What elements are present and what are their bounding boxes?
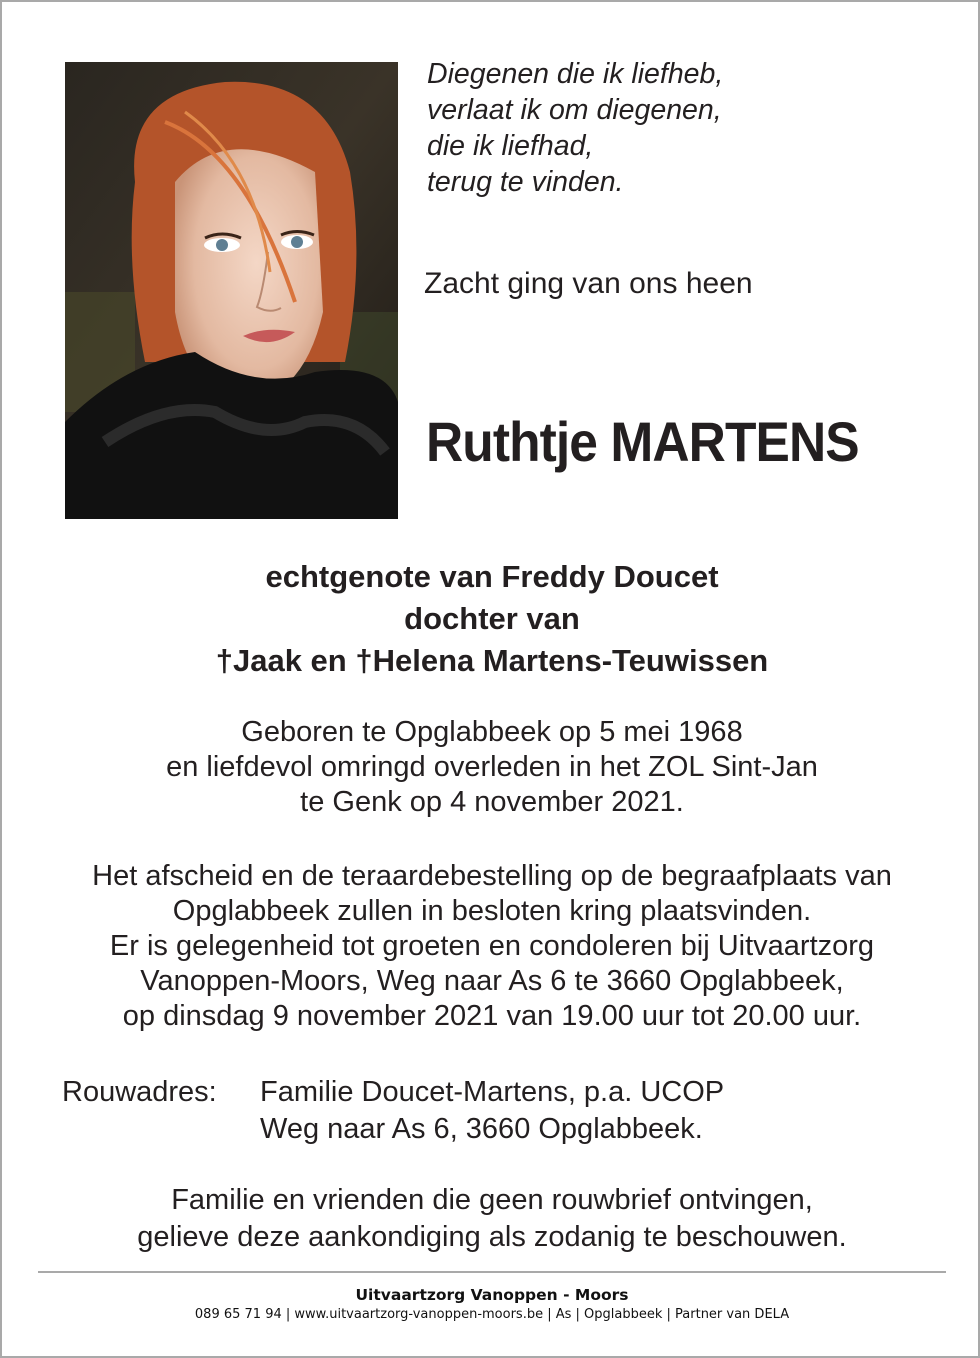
address-value — [260, 1074, 724, 1148]
birth-line: te Genk op 4 november 2021. — [300, 786, 684, 818]
address-line: Familie Doucet-Martens, p.a. UCOP — [260, 1076, 725, 1108]
relation-line: dochter van — [404, 601, 580, 636]
notice-line: Familie en vrienden die geen rouwbrief ontvingen, — [171, 1184, 813, 1216]
birth-line: Geboren te Opglabbeek op 5 mei 1968 — [241, 716, 743, 748]
notice-block — [2, 1182, 980, 1256]
ceremony-line: Vanoppen-Moors, Weg naar As 6 te 3660 Opglabbeek, — [140, 965, 844, 997]
poem — [427, 56, 723, 200]
relation-line: echtgenote van Freddy Doucet — [265, 559, 719, 594]
portrait-illustration — [65, 62, 398, 519]
address-label: Rouwadres: — [62, 1076, 217, 1108]
address-line: Weg naar As 6, 3660 Opglabbeek. — [260, 1113, 703, 1145]
ceremony-line: op dinsdag 9 november 2021 van 19.00 uur tot 20.00 uur. — [122, 1000, 862, 1032]
funeral-home-contact: 089 65 71 94 | www.uitvaartzorg-vanoppen-moors.be | As | Opglabbeek | Partner van DELA — [194, 1307, 790, 1322]
footer-divider — [38, 1271, 946, 1273]
poem-line: Diegenen die ik liefheb, — [427, 58, 724, 90]
birth-line: en liefdevol omringd overleden in het ZOL Sint-Jan — [166, 751, 818, 783]
notice-line: gelieve deze aankondiging als zodanig te beschouwen. — [137, 1221, 847, 1253]
deceased-name: Ruthtje MARTENS — [426, 410, 859, 473]
funeral-home-name: Uitvaartzorg Vanoppen - Moors — [355, 1286, 629, 1304]
ceremony-line: Opglabbeek zullen in besloten kring plaatsvinden. — [172, 895, 812, 927]
poem-line: die ik liefhad, — [427, 130, 594, 162]
ceremony-line: Er is gelegenheid tot groeten en condoleren bij Uitvaartzorg — [109, 930, 875, 962]
relation-line: †Jaak en †Helena Martens-Teuwissen — [215, 643, 769, 678]
relations-block — [2, 556, 980, 682]
ceremony-line: Het afscheid en de teraardebestelling op de begraafplaats van — [92, 860, 892, 892]
poem-line: verlaat ik om diegenen, — [427, 94, 722, 126]
poem-line: terug te vinden. — [427, 166, 624, 198]
intro-text: Zacht ging van ons heen — [424, 267, 753, 300]
portrait-photo — [65, 62, 398, 519]
birth-death-block — [2, 715, 980, 820]
ceremony-block — [2, 859, 980, 1034]
